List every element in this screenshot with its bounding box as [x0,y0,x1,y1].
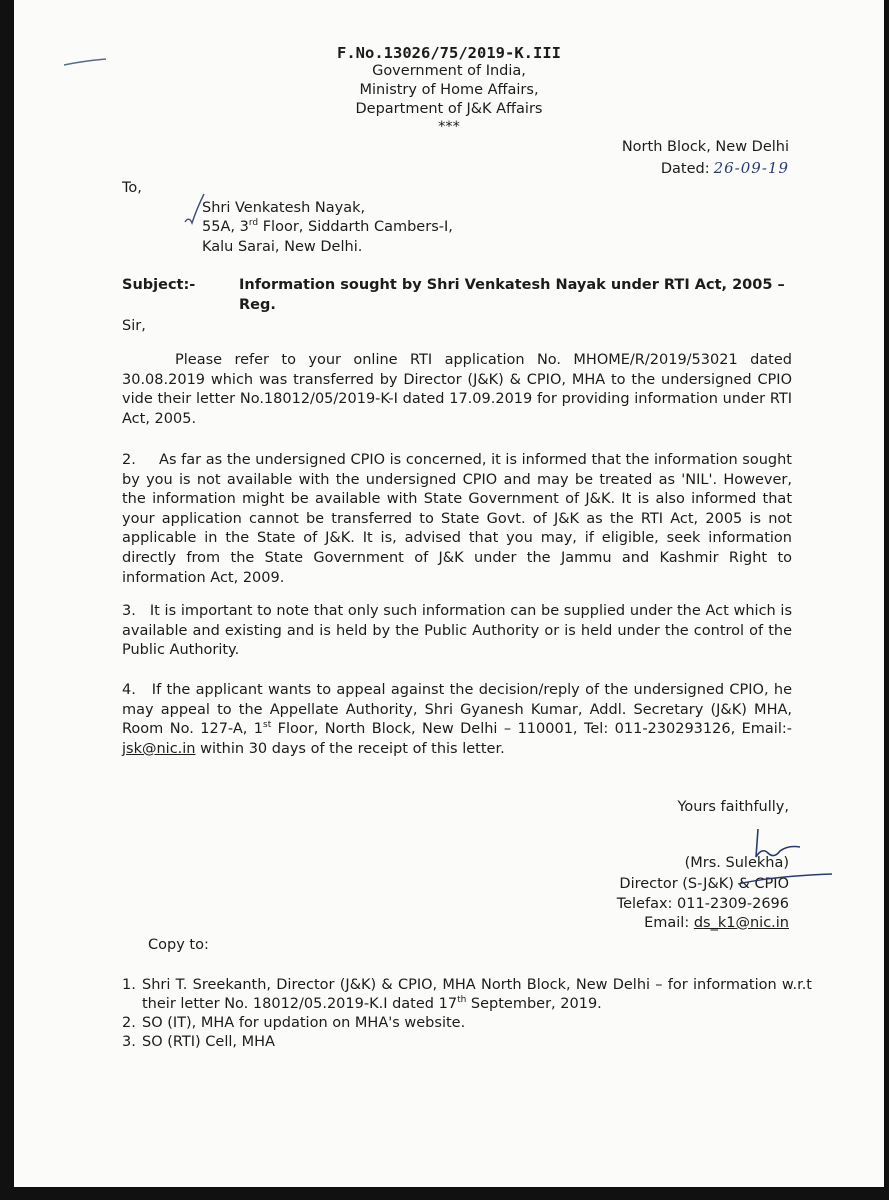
copy-item-text: Shri T. Sreekanth, Director (J&K) & CPIO, MHA North Block, New Delhi – for information w.r.t their letter No. 18012/05.2019-K.I dated 17 [142,977,812,1012]
to-label: To, [122,180,142,196]
copy-item-number: 1. [122,977,136,993]
addressee-name: Shri Venkatesh Nayak, [202,200,366,216]
copy-to-list [122,976,812,1052]
paragraph-4-text: 4. If the applicant wants to appeal against the decision/reply of the undersigned CPIO, he may appeal to the Appellate Authority, Shri Gyanesh Kumar, Addl. Secretary (J&K) MHA, Room No. 127-A, 1 [122,682,797,738]
copy-to-item [122,1033,812,1052]
paragraph-4-superscript: st [263,720,272,731]
addressee-address-line1 [202,217,453,237]
org-line-government: Government of India, [372,63,526,79]
address-text: Floor, Siddarth Cambers-I, [258,219,453,235]
salutation: Sir, [122,318,146,334]
addressee-address-line2: Kalu Sarai, New Delhi. [202,239,363,255]
paragraph-4 [122,681,797,759]
header-stars: *** [438,119,460,135]
file-number: F.No.13026/75/2019-K.III [337,44,561,62]
copy-item-number: 2. [122,1015,136,1031]
copy-item-text: September, 2019. [466,996,602,1012]
paragraph-1: Please refer to your online RTI application No. MHOME/R/2019/53021 dated 30.08.2019 which was transferred by Director (J&K) & CPIO, MHA to the undersigned CPIO vide their letter No.18012/05/2019-K-I dated 17.09.2019 for providing information under RTI Act, 2005. [122,352,792,427]
copy-item-text: SO (RTI) Cell, MHA [142,1034,275,1050]
copy-to-item [122,976,812,1014]
signatory-telefax: Telefax: 011-2309-2696 [616,896,789,912]
paragraph-3: 3. It is important to note that only such information can be supplied under the Act which is available and existing and is held by the Public Authority or is held under the control of the Public Authority. [122,603,797,659]
signatory-name: (Mrs. Sulekha) [684,855,789,871]
copy-to-label: Copy to: [148,937,209,953]
subject-text: Information sought by Shri Venkatesh Nayak under RTI Act, 2005 – Reg. [239,277,785,313]
org-line-ministry: Ministry of Home Affairs, [359,82,539,98]
copy-item-number: 3. [122,1034,136,1050]
signatory-email-line [644,915,789,931]
paragraph-4-text: Floor, North Block, New Delhi – 110001, Tel: 011-230293126, Email:- [271,721,797,738]
closing: Yours faithfully, [677,799,789,815]
dated-value: 26-09-19 [713,159,789,177]
pen-strike-icon [734,862,834,892]
appellate-email-link[interactable]: jsk@nic.in [122,740,196,757]
subject-label: Subject:- [122,277,196,293]
paragraph-2: 2. As far as the undersigned CPIO is concerned, it is informed that the information sought by you is not available with the undersigned CPIO and may be treated as 'NIL'. However, the information might be available with State Government of J&K. It is also informed that your application cannot be transferred to State Govt. of J&K as the RTI Act, 2005 is not applicable in the State of J&K. It is, advised that you may, if eligible, seek information directly from the State Government of J&K under the Jammu and Kashmir Right to information Act, 2009. [122,452,797,586]
org-line-department: Department of J&K Affairs [355,101,543,117]
letter-page [14,0,884,1187]
copy-item-text: SO (IT), MHA for updation on MHA's website. [142,1015,466,1031]
signatory-designation: Director (S-J&K) & CPIO [619,876,789,892]
copy-to-item [122,1014,812,1033]
signatory-email-link[interactable]: ds_k1@nic.in [693,915,789,931]
date-line [661,159,789,177]
address-text: 55A, 3 [202,219,249,235]
address-superscript: rd [248,218,259,229]
email-label: Email: [644,915,694,931]
place: North Block, New Delhi [621,139,789,155]
dated-label: Dated: [660,161,710,177]
copy-item-superscript: th [457,995,467,1006]
paragraph-4-text: within 30 days of the receipt of this letter. [195,740,505,757]
